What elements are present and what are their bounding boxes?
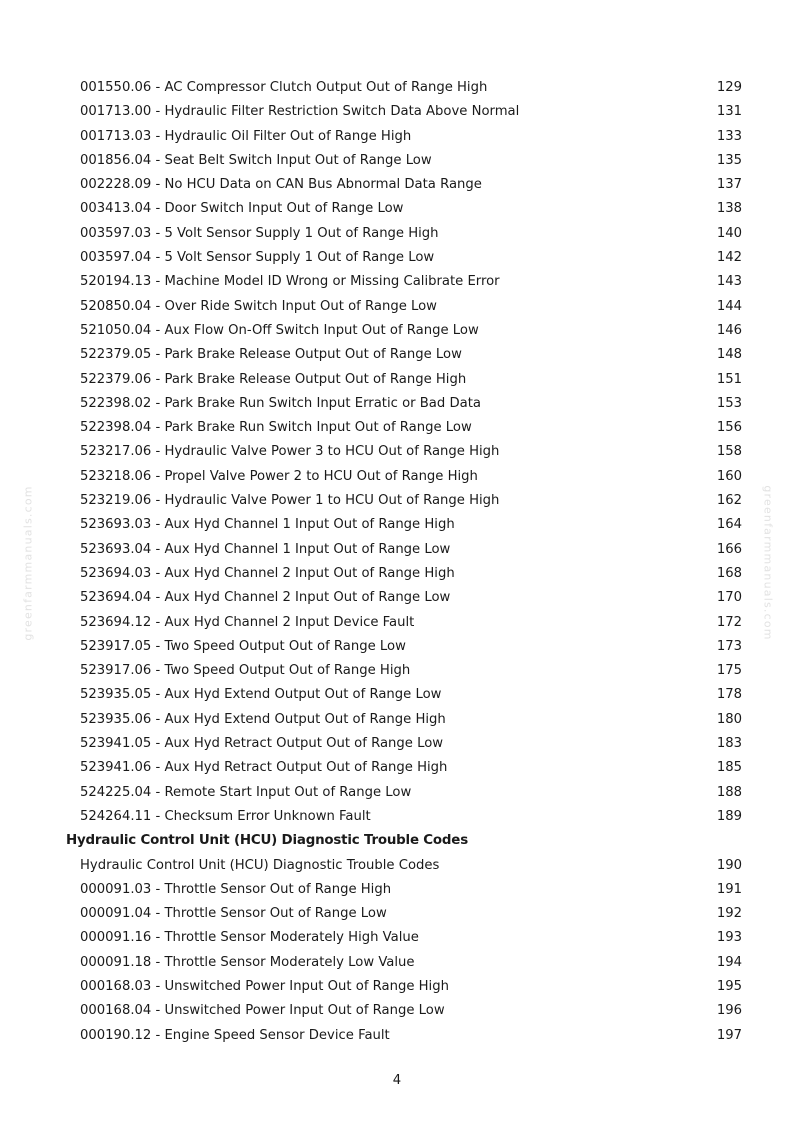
toc-entry[interactable] xyxy=(0,489,794,513)
toc-entry[interactable] xyxy=(0,465,794,489)
toc-entry-title: Hydraulic Control Unit (HCU) Diagnostic Trouble Codes xyxy=(80,857,440,873)
toc-entry-title: 523219.06 - Hydraulic Valve Power 1 to HCU Out of Range High xyxy=(80,493,500,509)
toc-entry-title: 003597.03 - 5 Volt Sensor Supply 1 Out of Range High xyxy=(80,225,439,241)
toc-entry-page-number: 194 xyxy=(716,954,742,970)
toc-entry-title: 000091.16 - Throttle Sensor Moderately High Value xyxy=(80,930,419,946)
toc-entry-title: 001713.00 - Hydraulic Filter Restriction Switch Data Above Normal xyxy=(80,104,520,120)
toc-entry-page-number: 131 xyxy=(716,104,742,120)
toc-entry-title: 523941.05 - Aux Hyd Retract Output Out of Range Low xyxy=(80,736,444,752)
toc-entry[interactable] xyxy=(0,805,794,829)
toc-entry[interactable] xyxy=(0,999,794,1023)
toc-entry[interactable] xyxy=(0,392,794,416)
toc-entry-page-number: 137 xyxy=(716,177,742,193)
toc-entry[interactable] xyxy=(0,76,794,100)
toc-entry[interactable] xyxy=(0,319,794,343)
toc-entry-page-number: 196 xyxy=(716,1003,742,1019)
toc-entry-page-number: 195 xyxy=(716,978,742,994)
toc-entry-title: 003597.04 - 5 Volt Sensor Supply 1 Out of Range Low xyxy=(80,250,435,266)
toc-entry[interactable] xyxy=(0,343,794,367)
toc-entry-title: 522379.05 - Park Brake Release Output Out of Range Low xyxy=(80,347,462,363)
toc-entry[interactable] xyxy=(0,173,794,197)
toc-entry-page-number: 183 xyxy=(716,736,742,752)
toc-entry-title: 522398.02 - Park Brake Run Switch Input Erratic or Bad Data xyxy=(80,395,481,411)
toc-entry-title: 523941.06 - Aux Hyd Retract Output Out of Range High xyxy=(80,760,448,776)
toc-entry[interactable] xyxy=(0,683,794,707)
toc-entry-title: 000091.04 - Throttle Sensor Out of Range Low xyxy=(80,906,387,922)
toc-entry-page-number: 173 xyxy=(716,638,742,654)
toc-entry-page-number: 193 xyxy=(716,930,742,946)
toc-entry-page-number: 144 xyxy=(716,298,742,314)
toc-entry-title: 522398.04 - Park Brake Run Switch Input Out of Range Low xyxy=(80,420,472,436)
toc-entry-title: 003413.04 - Door Switch Input Out of Range Low xyxy=(80,201,404,217)
toc-entry-page-number: 164 xyxy=(716,517,742,533)
toc-entry[interactable] xyxy=(0,926,794,950)
toc-entry-page-number: 185 xyxy=(716,760,742,776)
toc-entry[interactable] xyxy=(0,708,794,732)
toc-entry-page-number: 156 xyxy=(716,420,742,436)
toc-section-heading xyxy=(0,829,794,853)
toc-entry-title: 523693.04 - Aux Hyd Channel 1 Input Out of Range Low xyxy=(80,541,451,557)
toc-entry[interactable] xyxy=(0,1024,794,1048)
toc-entry[interactable] xyxy=(0,611,794,635)
toc-entry-title: 521050.04 - Aux Flow On-Off Switch Input Out of Range Low xyxy=(80,322,479,338)
toc-entry-title: 524225.04 - Remote Start Input Out of Range Low xyxy=(80,784,412,800)
toc-entry-page-number: 197 xyxy=(716,1027,742,1043)
toc-entry-title: 523935.05 - Aux Hyd Extend Output Out of Range Low xyxy=(80,687,442,703)
toc-entry-title: 000168.03 - Unswitched Power Input Out of Range High xyxy=(80,978,449,994)
toc-entry[interactable] xyxy=(0,756,794,780)
toc-entry-title: 000091.18 - Throttle Sensor Moderately Low Value xyxy=(80,954,415,970)
toc-entry-page-number: 129 xyxy=(716,80,742,95)
toc-entry-title: 524264.11 - Checksum Error Unknown Fault xyxy=(80,808,371,824)
page-number: 4 xyxy=(392,1073,402,1088)
toc-entry[interactable] xyxy=(0,416,794,440)
toc-entry[interactable] xyxy=(0,295,794,319)
toc-entry-page-number: 168 xyxy=(716,565,742,581)
toc-entry-page-number: 146 xyxy=(716,322,742,338)
toc-entry[interactable] xyxy=(0,659,794,683)
toc-entry-page-number: 190 xyxy=(716,857,742,873)
toc-entry-page-number: 143 xyxy=(716,274,742,290)
toc-entry-title: 522379.06 - Park Brake Release Output Out of Range High xyxy=(80,371,467,387)
toc-entry-title: 523694.12 - Aux Hyd Channel 2 Input Device Fault xyxy=(80,614,415,630)
toc-entry-title: 000091.03 - Throttle Sensor Out of Range High xyxy=(80,881,392,897)
toc-entry-title: 523917.05 - Two Speed Output Out of Range Low xyxy=(80,638,406,654)
toc-entry-page-number: 142 xyxy=(716,250,742,266)
toc-entry-title: 523935.06 - Aux Hyd Extend Output Out of Range High xyxy=(80,711,446,727)
toc-entry[interactable] xyxy=(0,368,794,392)
toc-entry-title: 002228.09 - No HCU Data on CAN Bus Abnormal Data Range xyxy=(80,177,482,193)
watermark-right: greenfarmmanuals.com xyxy=(761,485,775,641)
toc-entry[interactable] xyxy=(0,975,794,999)
toc-entry[interactable] xyxy=(0,270,794,294)
toc-entry[interactable] xyxy=(0,197,794,221)
toc-entry-title: 001856.04 - Seat Belt Switch Input Out of Range Low xyxy=(80,152,432,168)
toc-entry-page-number: 160 xyxy=(716,468,742,484)
toc-entry[interactable] xyxy=(0,951,794,975)
toc-entry-page-number: 166 xyxy=(716,541,742,557)
watermark-left: greenfarmmanuals.com xyxy=(21,485,35,641)
toc-entry[interactable] xyxy=(0,125,794,149)
toc-entry-title: Hydraulic Control Unit (HCU) Diagnostic Trouble Codes xyxy=(66,833,468,849)
toc-entry-title: 520850.04 - Over Ride Switch Input Out of Range Low xyxy=(80,298,437,314)
toc-entry[interactable] xyxy=(0,513,794,537)
toc-entry[interactable] xyxy=(0,781,794,805)
toc-entry[interactable] xyxy=(0,149,794,173)
toc-entry-title: 000168.04 - Unswitched Power Input Out of Range Low xyxy=(80,1003,445,1019)
toc-entry-title: 523694.03 - Aux Hyd Channel 2 Input Out of Range High xyxy=(80,565,455,581)
toc-entry-page-number: 191 xyxy=(716,881,742,897)
toc-entry-page-number: 188 xyxy=(716,784,742,800)
toc-entry[interactable] xyxy=(0,635,794,659)
toc-entry-page-number: 135 xyxy=(716,152,742,168)
toc-entry[interactable] xyxy=(0,586,794,610)
toc-entry[interactable] xyxy=(0,440,794,464)
toc-entry-page-number: 151 xyxy=(716,371,742,387)
toc-entry[interactable] xyxy=(0,854,794,878)
toc-entry[interactable] xyxy=(0,878,794,902)
toc-entry-page-number: 189 xyxy=(716,808,742,824)
toc-entry[interactable] xyxy=(0,562,794,586)
toc-entry-title: 523917.06 - Two Speed Output Out of Range High xyxy=(80,663,411,679)
toc-entry-page-number: 140 xyxy=(716,225,742,241)
toc-entry[interactable] xyxy=(0,732,794,756)
toc-entry-page-number: 158 xyxy=(716,444,742,460)
toc-entry[interactable] xyxy=(0,902,794,926)
toc-entry-title: 523693.03 - Aux Hyd Channel 1 Input Out of Range High xyxy=(80,517,455,533)
toc-entry-page-number: 148 xyxy=(716,347,742,363)
toc-entry-page-number: 175 xyxy=(716,663,742,679)
toc-entry-title: 001713.03 - Hydraulic Oil Filter Out of Range High xyxy=(80,128,412,144)
toc-entry[interactable] xyxy=(0,100,794,124)
toc-entry-page-number: 192 xyxy=(716,906,742,922)
toc-entry-title: 523218.06 - Propel Valve Power 2 to HCU Out of Range High xyxy=(80,468,478,484)
toc-entry-page-number: 153 xyxy=(716,395,742,411)
toc-entry-page-number: 180 xyxy=(716,711,742,727)
toc-entry[interactable] xyxy=(0,222,794,246)
toc-entry-title: 520194.13 - Machine Model ID Wrong or Missing Calibrate Error xyxy=(80,274,500,290)
toc-entry[interactable] xyxy=(0,538,794,562)
toc-entry-page-number: 162 xyxy=(716,493,742,509)
toc-entry[interactable] xyxy=(0,246,794,270)
toc-entry-title: 523694.04 - Aux Hyd Channel 2 Input Out of Range Low xyxy=(80,590,451,606)
toc-entry-page-number: 170 xyxy=(716,590,742,606)
toc-entry-page-number: 178 xyxy=(716,687,742,703)
toc-entry-title: 523217.06 - Hydraulic Valve Power 3 to HCU Out of Range High xyxy=(80,444,500,460)
toc-entry-page-number: 172 xyxy=(716,614,742,630)
table-of-contents xyxy=(0,76,794,1048)
toc-entry-title: 001550.06 - AC Compressor Clutch Output Out of Range High xyxy=(80,80,488,95)
toc-entry-title: 000190.12 - Engine Speed Sensor Device Fault xyxy=(80,1027,390,1043)
toc-entry-page-number: 133 xyxy=(716,128,742,144)
toc-entry-page-number: 138 xyxy=(716,201,742,217)
